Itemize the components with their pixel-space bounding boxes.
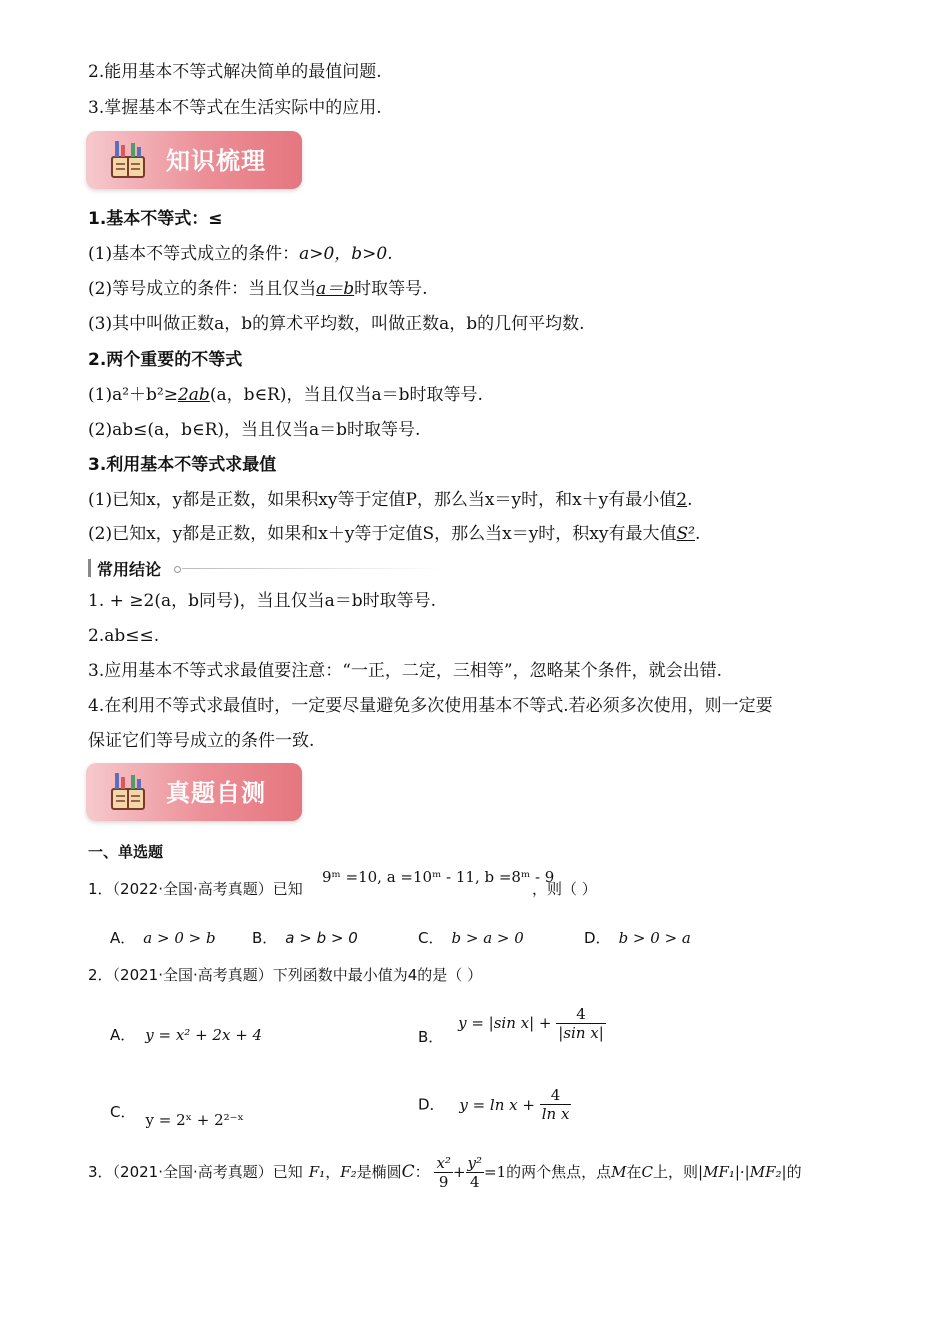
s3-c1-pre: (1)已知x，y都是正数，如果积xy等于定值P，那么当x＝y时，和x＋y有最小值 xyxy=(88,490,677,510)
q1-condition: 9ᵐ =10, a =10ᵐ - 11, b =8ᵐ - 9 xyxy=(322,868,555,886)
q3-source: （2021·全国·高考真题）已知 xyxy=(112,1163,303,1181)
q1-source: （2022·全国·高考真题）已知 xyxy=(112,880,303,898)
q3-curve-c: C xyxy=(401,1162,415,1182)
q1-c-text: b > a > 0 xyxy=(451,929,524,947)
conclusion-3: 3.应用基本不等式求最值要注意：“一正，二定，三相等”，忽略某个条件，就会出错. xyxy=(88,661,723,681)
q2-d-fraction xyxy=(540,1086,572,1123)
section-1-title: 1.基本不等式：≤ xyxy=(88,209,223,229)
section-3-item-2 xyxy=(88,522,700,546)
q2-option-d[interactable] xyxy=(418,1086,571,1123)
q2-b-den: |sin x| xyxy=(558,1023,604,1042)
q3-eq: =1 xyxy=(484,1163,507,1181)
q2-d-den: ln x xyxy=(541,1105,570,1123)
q2-option-b[interactable] xyxy=(418,998,606,1048)
section-3-item-1 xyxy=(88,488,693,512)
q1-a-label: A． xyxy=(110,929,136,947)
q3-x-num: x² xyxy=(436,1154,451,1172)
exam-section-title: 一、单选题 xyxy=(88,843,164,861)
objective-2: 2.能用基本不等式解决简单的最值问题. xyxy=(88,62,382,82)
question-1-stem xyxy=(88,878,303,900)
section-2-item-2: (2)ab≤(a，b∈R)，当且仅当a＝b时取等号. xyxy=(88,420,421,440)
q1-tail: ，则（ ） xyxy=(532,880,597,898)
q2-c-label: C． xyxy=(110,1103,136,1121)
s3-c2-pre: (2)已知x，y都是正数，如果和x＋y等于定值S，那么当x＝y时，积xy有最大值 xyxy=(88,524,677,544)
q3-sep: ， xyxy=(325,1163,341,1181)
objective-3: 3.掌握基本不等式在生活实际中的应用. xyxy=(88,98,382,118)
q1-option-b[interactable] xyxy=(252,927,358,949)
section-2-item-1 xyxy=(88,383,483,407)
question-2-stem xyxy=(88,964,482,986)
q2-option-a[interactable] xyxy=(110,1024,262,1046)
book-icon xyxy=(108,771,148,813)
q2-d-num: 4 xyxy=(540,1086,572,1105)
s2-c1-post: (a，b∈R)，当且仅当a＝b时取等号. xyxy=(209,385,483,405)
q3-tail-1: 的两个焦点，点 xyxy=(506,1163,612,1181)
s3-c2-answer: S² xyxy=(676,524,695,544)
q2-b-num: 4 xyxy=(556,1005,606,1024)
heading-dot xyxy=(174,566,181,573)
section-1-condition-1 xyxy=(88,242,393,266)
section-2-title: 2.两个重要的不等式 xyxy=(88,350,243,370)
s1-c2-pre: (2)等号成立的条件：当且仅当 xyxy=(88,279,317,299)
conclusion-2: 2.ab≤≤. xyxy=(88,626,160,646)
q2-d-pre: y = ln x + xyxy=(459,1095,535,1114)
q3-y-den: 4 xyxy=(469,1173,480,1191)
q3-colon: ： xyxy=(414,1163,430,1181)
q3-x-den: 9 xyxy=(438,1173,449,1191)
s3-c1-answer: 2 xyxy=(676,490,688,510)
section-3-title: 3.利用基本不等式求最值 xyxy=(88,455,277,475)
conclusion-4-line-1: 4.在利用不等式求最值时，一定要尽量避免多次使用基本不等式.若必须多次使用，则一定要 xyxy=(88,696,773,716)
q3-point-m: M xyxy=(611,1163,627,1181)
s1-c2-answer: a＝b xyxy=(316,279,355,299)
q2-b-pre: y = |sin x| + xyxy=(458,1014,552,1032)
q1-d-text: b > 0 > a xyxy=(618,929,691,947)
s2-c1-answer: 2ab xyxy=(177,385,210,405)
q3-f1: F₁ xyxy=(308,1163,326,1181)
q3-on: 上，则 xyxy=(653,1163,699,1181)
section-1-condition-3: (3)其中叫做正数a，b的算术平均数，叫做正数a，b的几何平均数. xyxy=(88,314,585,334)
q3-at: 在 xyxy=(626,1163,642,1181)
book-icon xyxy=(108,139,148,181)
q3-number: 3． xyxy=(88,1163,113,1181)
exam-banner xyxy=(86,763,302,821)
q1-a-text: a > 0 > b xyxy=(143,929,216,947)
exam-banner-title: 真题自测 xyxy=(166,779,266,807)
q1-option-d[interactable] xyxy=(584,927,691,949)
q3-y-num: y² xyxy=(467,1154,483,1172)
q3-curve-c-2: C xyxy=(641,1163,654,1181)
q2-a-label: A． xyxy=(110,1026,136,1044)
q1-c-label: C． xyxy=(418,929,444,947)
q3-y-fraction xyxy=(466,1154,485,1191)
q1-option-c[interactable] xyxy=(418,927,524,949)
s3-c1-post: . xyxy=(687,490,693,510)
q2-c-expr: y = 2ˣ + 2²⁻ˣ xyxy=(145,1111,244,1129)
q3-plus: + xyxy=(452,1163,466,1181)
knowledge-banner-title: 知识梳理 xyxy=(166,147,266,175)
q3-x-fraction xyxy=(434,1154,452,1191)
q1-d-label: D． xyxy=(584,929,611,947)
section-1-condition-2 xyxy=(88,277,428,301)
q2-d-label: D． xyxy=(418,1095,445,1114)
heading-rule xyxy=(182,568,442,569)
q3-mid: 是椭圆 xyxy=(356,1163,402,1181)
q2-b-label: B． xyxy=(418,1028,444,1046)
q2-option-c[interactable] xyxy=(110,1101,244,1129)
q1-option-a[interactable] xyxy=(110,927,216,949)
s3-c2-post: . xyxy=(694,524,701,544)
question-3-stem xyxy=(88,1150,802,1194)
s1-c2-post: 时取等号. xyxy=(354,279,428,299)
s1-c1-math: a>0，b>0. xyxy=(299,244,393,264)
s2-c1-pre: (1)a²＋b²≥ xyxy=(88,385,178,405)
q2-text: （2021·全国·高考真题）下列函数中最小值为4的是（ ） xyxy=(112,966,483,984)
knowledge-banner xyxy=(86,131,302,189)
q1-b-text: a > b > 0 xyxy=(285,929,358,947)
conclusion-1: 1. + ≥2(a，b同号)，当且仅当a＝b时取等号. xyxy=(88,591,437,611)
conclusion-4-line-2: 保证它们等号成立的条件一致. xyxy=(88,731,315,751)
heading-bar xyxy=(88,559,91,577)
q1-b-label: B． xyxy=(252,929,278,947)
q2-b-fraction xyxy=(556,1005,606,1042)
q2-a-expr: y = x² + 2x + 4 xyxy=(145,1026,263,1044)
q2-number: 2． xyxy=(88,966,113,984)
q3-product: |MF₁|·|MF₂| xyxy=(698,1163,787,1181)
q3-end: 的 xyxy=(786,1163,802,1181)
q3-f2: F₂ xyxy=(340,1163,357,1181)
q1-number: 1． xyxy=(88,880,113,898)
conclusions-heading-text: 常用结论 xyxy=(97,560,162,579)
s1-c1-text: (1)基本不等式成立的条件： xyxy=(88,244,300,264)
